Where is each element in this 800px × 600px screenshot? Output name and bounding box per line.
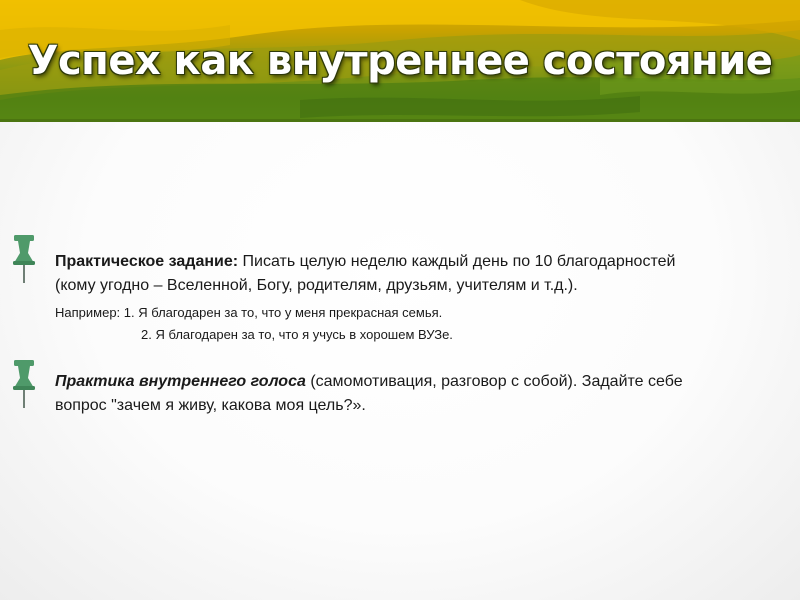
- example-label: Например:: [55, 305, 124, 320]
- slide-title: Успех как внутреннее состояние: [27, 38, 773, 84]
- task-text-line2: (кому угодно – Вселенной, Богу, родителям, друзьям, учителям и т.д.).: [55, 277, 578, 294]
- pushpin-icon: [10, 235, 38, 285]
- voice-text-line2: вопрос "зачем я живу, какова моя цель?».: [55, 397, 366, 414]
- task-block: [55, 250, 775, 346]
- voice-text-line1: (самомотивация, разговор с собой). Задайте себе: [305, 373, 683, 390]
- example-row-1: [55, 302, 775, 324]
- voice-lead: Практика внутреннего голоса: [55, 373, 306, 390]
- example-item-1: 1. Я благодарен за то, что у меня прекрасная семья.: [123, 305, 443, 320]
- example-row-2: [55, 324, 775, 346]
- voice-block: [55, 370, 775, 418]
- task-text-line1: Писать целую неделю каждый день по 10 благодарностей: [238, 253, 676, 270]
- example-item-2: 2. Я благодарен за то, что я учусь в хорошем ВУЗе.: [141, 327, 453, 342]
- voice-paragraph: [55, 370, 775, 418]
- task-paragraph: [55, 250, 775, 298]
- example-list: [55, 302, 775, 346]
- pushpin-icon: [10, 360, 38, 410]
- header-banner: [0, 0, 800, 122]
- task-lead: Практическое задание:: [55, 253, 239, 270]
